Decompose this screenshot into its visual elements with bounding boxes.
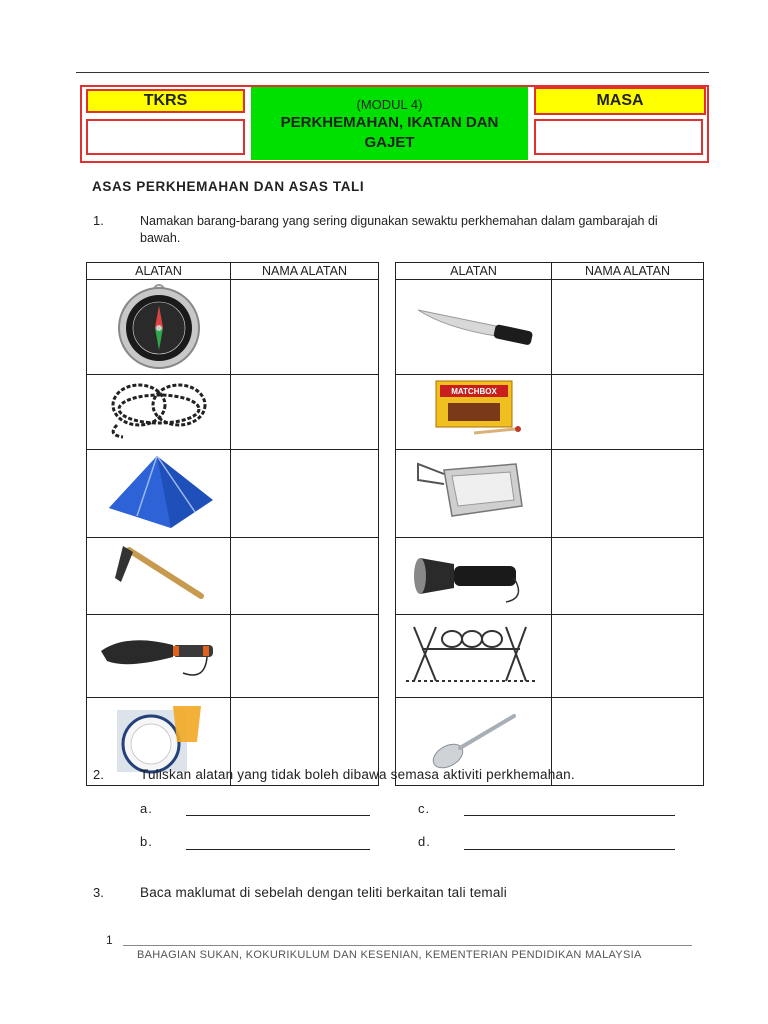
tent-icon (87, 450, 231, 532)
knife-icon (396, 280, 552, 369)
option-a-label: a. (140, 801, 153, 816)
question-2-number: 2. (93, 767, 104, 782)
item-cell (396, 450, 552, 538)
col-header-tool-name: NAMA ALATAN (231, 263, 379, 280)
option-c-answer-line[interactable] (464, 815, 675, 816)
item-cell (396, 375, 552, 450)
hoe-icon (87, 538, 231, 609)
option-d-label: d. (418, 834, 431, 849)
name-answer-cell[interactable] (552, 615, 704, 698)
item-cell (87, 375, 231, 450)
name-answer-cell[interactable] (552, 280, 704, 375)
tools-table-right (395, 262, 704, 786)
item-cell (87, 280, 231, 375)
item-cell (87, 615, 231, 698)
camp-rack-icon (396, 615, 552, 692)
option-d-answer-line[interactable] (464, 849, 675, 850)
footer-rule (123, 945, 692, 946)
mess-tin-icon (396, 450, 552, 532)
option-b-label: b. (140, 834, 153, 849)
question-2-text: Tuliskan alatan yang tidak boleh dibawa semasa aktiviti perkhemahan. (140, 767, 575, 782)
section-title: ASAS PERKHEMAHAN DAN ASAS TALI (92, 179, 365, 194)
option-b-answer-line[interactable] (186, 849, 370, 850)
compass-icon (87, 280, 231, 369)
module-title-line2: GAJET (364, 134, 415, 151)
name-answer-cell[interactable] (552, 450, 704, 538)
name-answer-cell[interactable] (231, 375, 379, 450)
col-header-tool-name: NAMA ALATAN (552, 263, 704, 280)
name-answer-cell[interactable] (231, 615, 379, 698)
masa-field[interactable] (534, 119, 703, 155)
item-cell (87, 538, 231, 615)
item-cell (396, 280, 552, 375)
question-3-number: 3. (93, 885, 104, 900)
tkrs-field[interactable] (86, 119, 245, 155)
machete-icon (87, 615, 231, 692)
name-answer-cell[interactable] (231, 280, 379, 375)
rope-icon (87, 375, 231, 444)
question-1-text: Namakan barang-barang yang sering digunakan sewaktu perkhemahan dalam gambarajah di bawah. (140, 214, 658, 245)
option-c-label: c. (418, 801, 431, 816)
module-title-line1: PERKHEMAHAN, IKATAN DAN (280, 114, 499, 131)
module-number: (MODUL 4) (356, 97, 423, 112)
question-1-number: 1. (93, 213, 104, 228)
name-answer-cell[interactable] (552, 538, 704, 615)
top-rule (76, 72, 709, 73)
item-cell (87, 450, 231, 538)
name-answer-cell[interactable] (231, 450, 379, 538)
footer-text: BAHAGIAN SUKAN, KOKURIKULUM DAN KESENIAN, KEMENTERIAN PENDIDIKAN MALAYSIA (137, 949, 642, 961)
masa-label: MASA (534, 87, 706, 115)
tools-table-left (86, 262, 379, 786)
matchbox-icon (396, 375, 552, 444)
name-answer-cell[interactable] (552, 375, 704, 450)
item-cell (396, 615, 552, 698)
item-cell (396, 538, 552, 615)
matchbox-label: MATCHBOX (451, 387, 497, 396)
flashlight-icon (396, 538, 552, 609)
module-title-box (251, 87, 528, 160)
name-answer-cell[interactable] (231, 538, 379, 615)
col-header-tool: ALATAN (396, 263, 552, 280)
tkrs-label: TKRS (86, 89, 245, 113)
question-3-text: Baca maklumat di sebelah dengan teliti berkaitan tali temali (140, 885, 507, 900)
col-header-tool: ALATAN (87, 263, 231, 280)
page-number: 1 (106, 933, 113, 947)
option-a-answer-line[interactable] (186, 815, 370, 816)
